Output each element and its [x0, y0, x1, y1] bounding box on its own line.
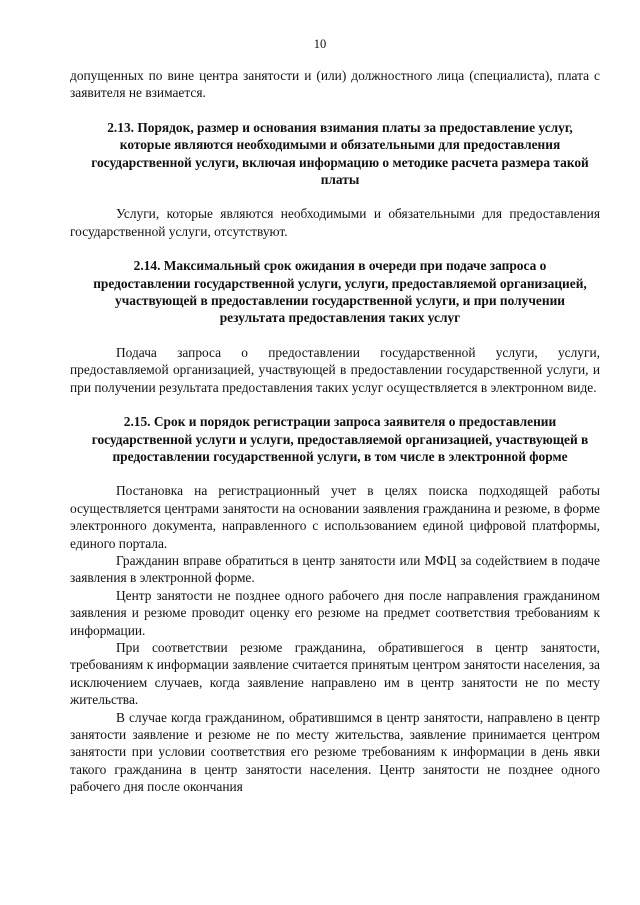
paragraph-2-15-e: В случае когда гражданином, обратившимся в центр занятости, направлено в центр занятости заявление и резюме не по месту жительства, заявление принимается центром занятости при условии соответствия его резюме требованиям к информации в день явки такого гражданина в центр занятости населения. Центр занятости не позднее одного рабочего дня после окончания	[70, 709, 600, 795]
paragraph-2-13: Услуги, которые являются необходимыми и обязательными для предоставления государственной услуги, отсутствуют.	[70, 206, 600, 239]
section-heading-2-14: 2.14. Максимальный срок ожидания в очереди при подаче запроса о предоставлении государственной услуги, услуги, предоставляемой организацией, участвующей в предоставлении государственной услуги, и при получении результата предоставления таких услуг	[93, 258, 587, 326]
paragraph-continued: допущенных по вине центра занятости и (или) должностного лица (специалиста), плата с заявителя не взимается.	[70, 68, 600, 101]
paragraph-2-15-a: Постановка на регистрационный учет в целях поиска подходящей работы осуществляется центрами занятости на основании заявления гражданина и резюме, в форме электронного документа, направленного с использованием единой цифровой платформы, единого портала.	[70, 483, 600, 551]
paragraph-2-15-c: Центр занятости не позднее одного рабочего дня после направления гражданином заявления и резюме проводит оценку его резюме на предмет соответствия требованиям к информации.	[70, 587, 600, 638]
page-number: 10	[313, 37, 327, 51]
paragraph-2-15-d: При соответствии резюме гражданина, обратившегося в центр занятости, требованиям к информации заявление считается принятым центром занятости населения, за исключением случаев, когда заявление направлено им в центр занятости не по месту жительства.	[70, 639, 600, 708]
paragraph-2-15-b: Гражданин вправе обратиться в центр занятости или МФЦ за содействием в подаче заявления в электронной форме.	[70, 552, 600, 586]
paragraph-2-14: Подача запроса о предоставлении государственной услуги, услуги, предоставляемой организацией, участвующей в предоставлении государственной услуги, и при получении результата предоставления таких услуг осуществляется в электронном виде.	[70, 344, 600, 395]
section-heading-2-15: 2.15. Срок и порядок регистрации запроса заявителя о предоставлении государственной услуги и услуги, предоставляемой организацией, участвующей в предоставлении государственной услуги, в том числе в электронной форме	[91, 414, 589, 464]
document-body	[70, 67, 600, 796]
section-heading-2-13: 2.13. Порядок, размер и основания взимания платы за предоставление услуг, которые являются необходимыми и обязательными для предоставления государственной услуги, включая информацию о методике расчета размера такой платы	[91, 119, 589, 188]
